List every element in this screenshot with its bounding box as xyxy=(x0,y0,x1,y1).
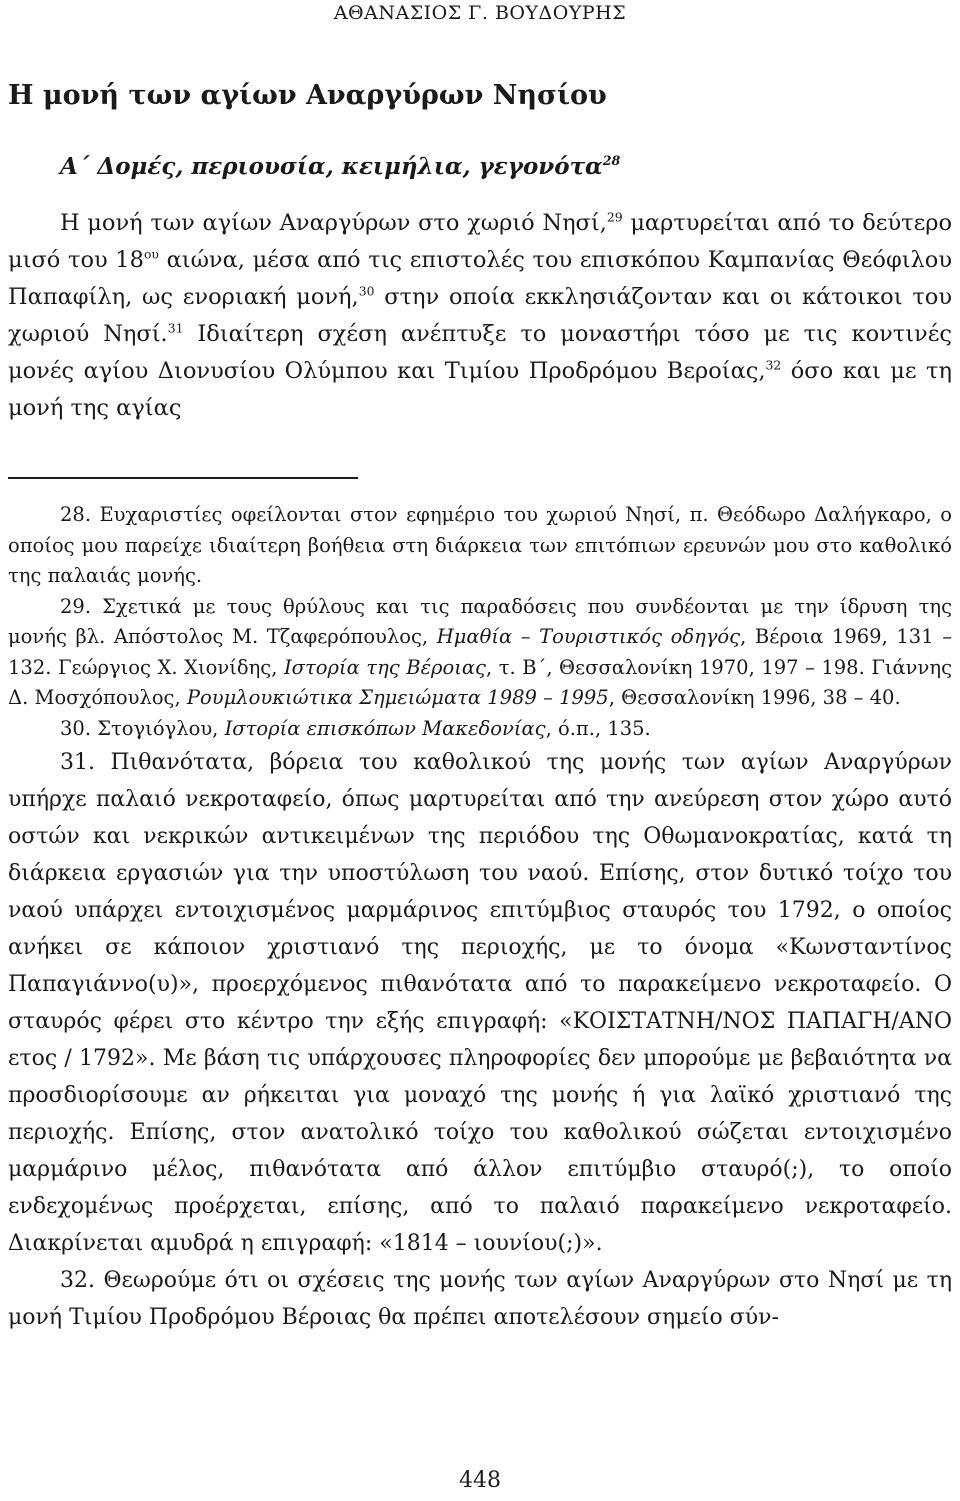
citation-title: Ρουμλουκιώτικα Σημειώματα 1989 – 1995 xyxy=(186,686,609,709)
subsection-title xyxy=(60,153,950,180)
footnote-text: Στογιόγλου, xyxy=(91,716,225,740)
footnote-31 xyxy=(8,744,952,1262)
body-text-2: μαρτυρείται από το δεύτερο μισό του 18 xyxy=(8,210,952,273)
footnote-30 xyxy=(8,714,952,745)
footnote-text: Θεωρούμε ότι οι σχέσεις της μονής των αγίων Αναργύρων στο Νησί με τη μονή Τιμίου Προδρόμου Βέροιας θα πρέπει αποτελέσουν σημείο σύν- xyxy=(8,1268,952,1330)
footnote-number: 32. xyxy=(60,1268,95,1293)
footnote-text: , τ. Β΄, Θεσσαλονίκη 1970, 197 – 198. Γιάννης Δ. Μοσχόπουλος, xyxy=(8,655,952,709)
footnote-number: 30. xyxy=(60,716,92,740)
body-text-5: Ιδιαίτερη σχέση ανέπτυξε το μοναστήρι τόσο με τις κοντινές μονές αγίου Διονυσίου Ολύμπου και Τιμίου Προδρόμου Βεροίας, xyxy=(8,321,952,384)
footnote-ref-32[interactable]: 32 xyxy=(765,358,782,373)
footnote-ref-30[interactable]: 30 xyxy=(358,284,375,299)
footnote-32 xyxy=(8,1262,952,1336)
footnote-ref-28[interactable]: 28 xyxy=(602,153,621,169)
body-text-4: στην οποία εκκλησιάζονταν και οι κάτοικοι του χωριού Νησί. xyxy=(8,284,952,347)
subsection-title-text: Α΄ Δομές, περιουσία, κειμήλια, γεγονότα xyxy=(60,153,603,180)
footnote-text: Σχετικά με τους θρύλους και τις παραδόσεις που συνδέονται με την ίδρυση της μονής βλ. Απόστολος Μ. Τζαφερόπουλος, xyxy=(8,594,952,648)
footnote-text: , Βέροια 1969, 131 – 132. Γεώργιος Χ. Χιονίδης, xyxy=(8,625,952,679)
footnote-29 xyxy=(8,592,952,714)
citation-title: Ημαθία – Τουριστικός οδηγός xyxy=(436,625,741,648)
footnote-number: 28. xyxy=(60,503,92,526)
footnote-ref-31[interactable]: 31 xyxy=(167,321,184,336)
ordinal-suffix: ου xyxy=(143,247,159,262)
page-number: 448 xyxy=(459,1468,501,1493)
footnotes xyxy=(8,500,952,1336)
footnote-text: , ό.π., 135. xyxy=(545,716,651,740)
citation-title: Ιστορία επισκόπων Μακεδονίας xyxy=(224,716,546,740)
body-text-3: αιώνα, μέσα από τις επιστολές του επισκόπου Καμπανίας Θεόφιλου Παπαφίλη, ως ενοριακή μονή, xyxy=(8,247,952,310)
citation-title: Ιστορία της Βέροιας xyxy=(283,655,486,679)
footnote-divider xyxy=(8,477,358,479)
section-title: Η μονή των αγίων Αναργύρων Νησίου xyxy=(8,80,607,111)
footnote-text: , Θεσσαλονίκη 1996, 38 – 40. xyxy=(608,686,901,709)
body-text-1: Η μονή των αγίων Αναργύρων στο χωριό Νησί, xyxy=(60,210,607,236)
footnote-text: Ευχαριστίες οφείλονται στον εφημέριο του χωριού Νησί, π. Θεόδωρο Δαλήγκαρο, ο οποίος μου παρείχε ιδιαίτερη βοήθεια στη διάρκεια των επιτόπιων ερευνών μου στο καθολικό της παλαιάς μονής. xyxy=(8,503,952,587)
footnote-text: Πιθανότατα, βόρεια του καθολικού της μονής των αγίων Αναργύρων υπήρχε παλαιό νεκροταφείο, όπως μαρτυρείται από την ανεύρεση στον χώρο αυτό οστών και νεκρικών αντικειμένων της περιόδου της Οθωμανοκρατίας, κατά τη διάρκεια εργασιών για την υποστύλωση του ναού. Επίσης, στον δυτικό τοίχο του ναού υπάρχει εντοιχισμένος μαρμάρινος επιτύμβιος σταυρός του 1792, ο οποίος ανήκει σε κάποιον χριστιανό της περιοχής, με το όνομα «Κωνσταντίνος Παπαγιάννο(υ)», προερχόμενος πιθανότατα από το παρακείμενο νεκροταφείο. Ο σταυρός φέρει στο κέντρο την εξής επιγραφή: «ΚΟΙΣΤΑΤΝΗ/ΝΟΣ ΠΑΠΑΓΗ/ΑΝΟ ετος / 1792». Με βάση τις υπάρχουσες πληροφορίες δεν μπορούμε με βεβαιότητα να προσδιορίσουμε αν ρήκειται για μοναχό της μονής ή για λαϊκό χριστιανό της περιοχής. Επίσης, στον ανατολικό τοίχο του καθολικού σώζεται εντοιχισμένο μαρμάρινο μέλος, πιθανότατα από άλλον επιτύμβιο σταυρό(;), το οποίο ενδεχομένως προέρχεται, επίσης, από το παλαιό παρακείμενο νεκροταφείο. Διακρίνεται αμυδρά η επιγραφή: «1814 – ιουνίου(;)». xyxy=(8,750,952,1256)
footnote-28 xyxy=(8,500,952,592)
body-text-6: όσο και με τη μονή της αγίας xyxy=(8,358,952,421)
footnote-ref-29[interactable]: 29 xyxy=(606,210,623,225)
body-paragraph xyxy=(8,205,952,427)
footnote-number: 31. xyxy=(60,750,95,775)
running-head: ΑΘΑΝΑΣΙΟΣ Γ. ΒΟΥΔΟΥΡΗΣ xyxy=(333,2,627,24)
footnote-number: 29. xyxy=(60,594,92,618)
